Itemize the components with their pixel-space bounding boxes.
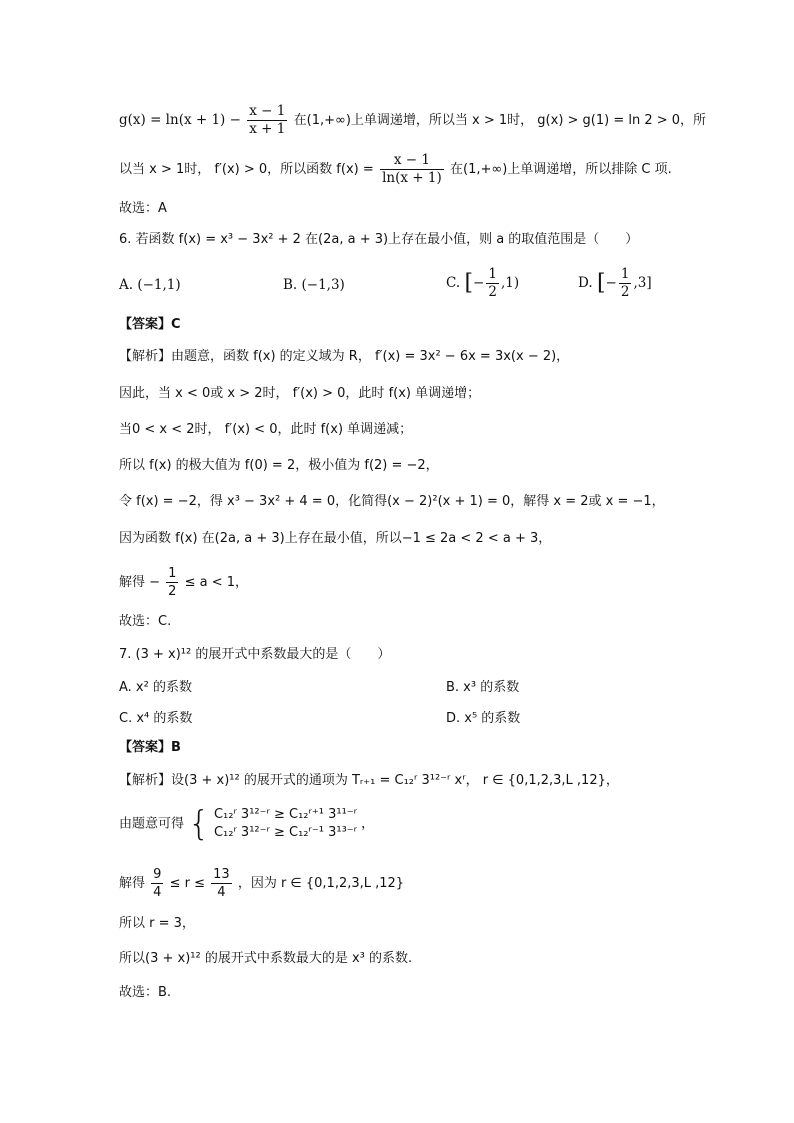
text-segment: 由题意可得: [119, 816, 185, 832]
bracket: [: [596, 270, 606, 296]
fraction-numerator: 9: [153, 867, 162, 882]
q7-answer: 【答案】B: [119, 740, 181, 755]
question-6-stem: 6. 若函数 f(x) = x³ − 3x² + 2 在(2a, a + 3)上存在最小值，则 a 的取值范围是（ ）: [119, 232, 639, 247]
q6-option-c: C. [− $\frac{1}{2}$ ,1): [446, 266, 520, 300]
question-7-stem: 7. (3 + x)¹² 的展开式中系数最大的是（ ）: [119, 647, 391, 662]
q6-option-a: A. (−1,1): [119, 277, 181, 293]
fraction-denominator: 2: [488, 284, 497, 300]
q6-choose: 故选：C.: [119, 614, 172, 629]
q7-option-d: D. x⁵ 的系数: [446, 711, 521, 726]
fraction-numerator: x − 1: [249, 103, 286, 119]
q7-analysis-line-5: 所以(3 + x)¹² 的展开式中系数最大的是 x³ 的系数.: [119, 951, 413, 966]
inequality-system: [214, 806, 357, 842]
fraction: [166, 565, 178, 600]
fraction-numerator: 1: [620, 266, 630, 282]
q6-option-b: B. (−1,3): [283, 277, 345, 293]
fraction-denominator: 4: [153, 885, 162, 900]
option-label: D.: [578, 275, 593, 291]
fraction-denominator: 4: [217, 885, 226, 900]
q7-analysis-line-2: [119, 806, 374, 842]
brace: {: [188, 804, 210, 844]
q7-option-b: B. x³ 的系数: [446, 680, 520, 695]
text-segment: ，因为 r ∈ {0,1,2,3,L ,12}: [237, 876, 405, 891]
fraction-numerator: x − 1: [380, 152, 444, 170]
q6-answer: 【答案】C: [119, 317, 181, 332]
fraction-numerator: 13: [213, 867, 230, 882]
fraction-denominator: ln(x + 1): [382, 170, 442, 186]
fraction: [211, 866, 232, 901]
q6-analysis-line-4: 所以 f(x) 的极大值为 f(0) = 2，极小值为 f(2) = −2，: [119, 458, 439, 473]
q6-option-d: D. [− $\frac{1}{2}$ ,3]: [578, 266, 652, 300]
fraction-denominator: 2: [168, 584, 177, 599]
text-segment: 在(1,+∞)上单调递增，所以当 x > 1时， g(x) > g(1) = ln 2 > 0，所: [293, 113, 707, 128]
fraction: [247, 103, 287, 138]
option-tail: ,1): [500, 275, 520, 291]
q6-analysis-line-5: 令 f(x) = −2，得 x³ − 3x² + 4 = 0，化简得(x − 2)²(x + 1) = 0，解得 x = 2或 x = −1，: [119, 494, 665, 509]
bracket: [: [464, 270, 474, 296]
fraction-numerator: 1: [168, 566, 177, 581]
fraction: [151, 866, 163, 901]
q7-analysis-line-4: 所以 r = 3，: [119, 916, 195, 931]
fraction: [619, 266, 632, 301]
q6-analysis-line-3: 当0 < x < 2时， f′(x) < 0，此时 f(x) 单调递减；: [119, 422, 413, 437]
fraction: [380, 152, 444, 187]
choose-line: 故选：A: [119, 201, 167, 216]
text-segment: g(x) = ln(x + 1) −: [119, 112, 241, 128]
solution-line-1: [119, 103, 706, 138]
text-segment: ≤ r ≤: [169, 876, 205, 891]
inequality-1: C₁₂ʳ 3¹²⁻ʳ ≥ C₁₂ʳ⁺¹ 3¹¹⁻ʳ: [213, 807, 358, 822]
option-label: C.: [446, 275, 461, 291]
option-tail: ,3]: [633, 275, 652, 291]
text-segment: ≤ a < 1，: [184, 575, 249, 590]
inequality-2: C₁₂ʳ 3¹²⁻ʳ ≥ C₁₂ʳ⁻¹ 3¹³⁻ʳ: [213, 825, 358, 840]
fraction: [486, 266, 499, 301]
solution-line-2: [119, 152, 672, 187]
fraction-numerator: 1: [488, 266, 497, 282]
text-segment: 解得 −: [119, 575, 161, 590]
q6-analysis-line-6: 因为函数 f(x) 在(2a, a + 3)上存在最小值，所以−1 ≤ 2a < 2 < a + 3，: [119, 531, 552, 546]
text-segment: ，: [361, 816, 375, 832]
q7-choose: 故选：B.: [119, 985, 172, 1000]
fraction-denominator: x + 1: [249, 121, 286, 137]
q6-analysis-line-1: 【解析】由题意，函数 f(x) 的定义域为 R， f′(x) = 3x² − 6x = 3x(x − 2)，: [119, 349, 570, 364]
text-segment: 以当 x > 1时， f′(x) > 0，所以函数 f(x) =: [119, 162, 374, 177]
fraction-denominator: 2: [620, 284, 630, 300]
text-segment: 解得: [119, 876, 146, 891]
text-segment: 在(1,+∞)上单调递增，所以排除 C 项.: [450, 162, 672, 177]
q6-analysis-line-2: 因此，当 x < 0或 x > 2时， f′(x) > 0，此时 f(x) 单调递增；: [119, 386, 481, 401]
q6-analysis-line-7: [119, 565, 248, 600]
q7-option-a: A. x² 的系数: [119, 680, 192, 695]
q7-analysis-line-1: 【解析】设(3 + x)¹² 的展开式的通项为 Tᵣ₊₁ = C₁₂ʳ 3¹²⁻ʳ xʳ， r ∈ {0,1,2,3,L ,12}，: [119, 773, 619, 788]
q7-analysis-line-3: [119, 866, 404, 901]
q7-option-c: C. x⁴ 的系数: [119, 711, 193, 726]
